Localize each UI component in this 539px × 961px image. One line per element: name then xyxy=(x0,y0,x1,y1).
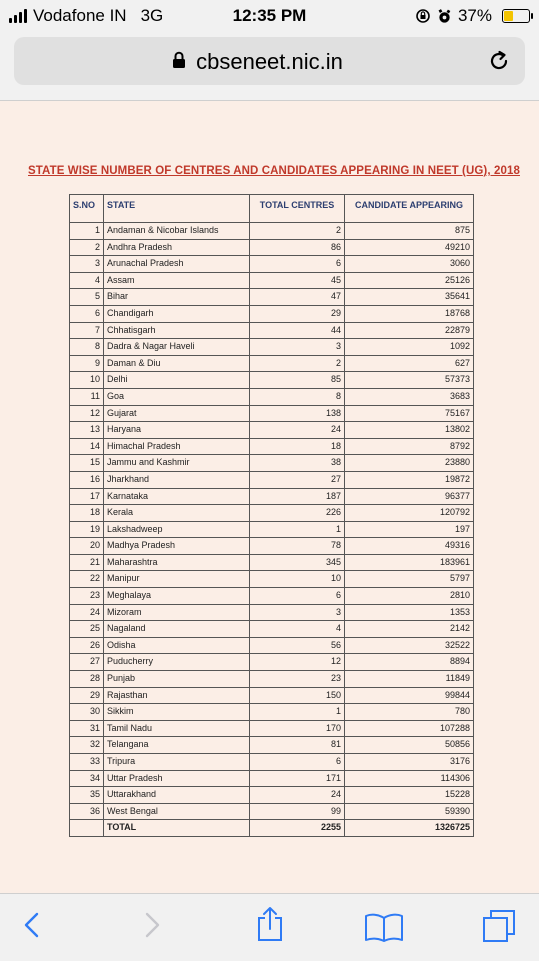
row-state: Assam xyxy=(104,272,250,289)
bookmarks-icon[interactable] xyxy=(364,912,404,942)
row-state: Madhya Pradesh xyxy=(104,538,250,555)
row-state: Chhatisgarh xyxy=(104,322,250,339)
table-row xyxy=(70,289,474,306)
row-state: Chandigarh xyxy=(104,305,250,322)
alarm-icon xyxy=(437,9,452,24)
row-total-centres: 6 xyxy=(250,754,345,771)
table-row xyxy=(70,272,474,289)
row-candidates: 22879 xyxy=(345,322,474,339)
row-sno: 25 xyxy=(70,621,104,638)
share-icon[interactable] xyxy=(256,906,284,942)
row-candidates: 8792 xyxy=(345,438,474,455)
row-sno: 2 xyxy=(70,239,104,256)
row-sno: 30 xyxy=(70,704,104,721)
row-total-centres: 86 xyxy=(250,239,345,256)
table-row xyxy=(70,422,474,439)
row-state: Kerala xyxy=(104,505,250,522)
row-candidates: 780 xyxy=(345,704,474,721)
row-state: Delhi xyxy=(104,372,250,389)
total-sno-cell xyxy=(70,820,104,837)
row-total-centres: 18 xyxy=(250,438,345,455)
document-title: STATE WISE NUMBER OF CENTRES AND CANDIDATES APPEARING IN NEET (UG), 2018 xyxy=(28,165,520,177)
table-row xyxy=(70,455,474,472)
row-sno: 27 xyxy=(70,654,104,671)
row-candidates: 23880 xyxy=(345,455,474,472)
row-candidates: 627 xyxy=(345,355,474,372)
header-state: STATE xyxy=(104,195,250,223)
row-total-centres: 187 xyxy=(250,488,345,505)
back-icon[interactable] xyxy=(22,910,42,940)
row-candidates: 13802 xyxy=(345,422,474,439)
row-state: Haryana xyxy=(104,422,250,439)
address-bar[interactable] xyxy=(14,37,525,85)
row-state: Uttarakhand xyxy=(104,787,250,804)
tabs-icon[interactable] xyxy=(481,908,517,944)
row-total-centres: 23 xyxy=(250,671,345,688)
row-state: Daman & Diu xyxy=(104,355,250,372)
row-state: Himachal Pradesh xyxy=(104,438,250,455)
browser-toolbar xyxy=(0,893,539,961)
table-row xyxy=(70,637,474,654)
row-total-centres: 6 xyxy=(250,588,345,605)
row-sno: 15 xyxy=(70,455,104,472)
row-sno: 20 xyxy=(70,538,104,555)
row-candidates: 875 xyxy=(345,223,474,240)
row-state: Telangana xyxy=(104,737,250,754)
table-row xyxy=(70,787,474,804)
row-candidates: 57373 xyxy=(345,372,474,389)
header-candidate-appearing: CANDIDATE APPEARING xyxy=(345,195,474,223)
row-sno: 16 xyxy=(70,471,104,488)
row-sno: 35 xyxy=(70,787,104,804)
row-state: Uttar Pradesh xyxy=(104,770,250,787)
row-candidates: 75167 xyxy=(345,405,474,422)
row-total-centres: 81 xyxy=(250,737,345,754)
row-sno: 18 xyxy=(70,505,104,522)
row-state: Meghalaya xyxy=(104,588,250,605)
row-sno: 28 xyxy=(70,671,104,688)
row-state: Bihar xyxy=(104,289,250,306)
row-sno: 13 xyxy=(70,422,104,439)
row-sno: 36 xyxy=(70,803,104,820)
row-sno: 10 xyxy=(70,372,104,389)
total-row xyxy=(70,820,474,837)
table-row xyxy=(70,588,474,605)
centres-table xyxy=(69,194,474,837)
row-state: Manipur xyxy=(104,571,250,588)
table-row xyxy=(70,654,474,671)
row-candidates: 15228 xyxy=(345,787,474,804)
row-sno: 29 xyxy=(70,687,104,704)
row-candidates: 11849 xyxy=(345,671,474,688)
url-text: cbseneet.nic.in xyxy=(196,49,343,74)
row-total-centres: 1 xyxy=(250,704,345,721)
row-candidates: 99844 xyxy=(345,687,474,704)
row-sno: 11 xyxy=(70,388,104,405)
table-row xyxy=(70,621,474,638)
table-row xyxy=(70,305,474,322)
row-state: Karnataka xyxy=(104,488,250,505)
row-sno: 3 xyxy=(70,256,104,273)
battery-icon xyxy=(502,9,530,23)
row-state: Nagaland xyxy=(104,621,250,638)
row-sno: 6 xyxy=(70,305,104,322)
row-sno: 23 xyxy=(70,588,104,605)
row-total-centres: 2 xyxy=(250,355,345,372)
header-sno: S.NO xyxy=(70,195,104,223)
table-row xyxy=(70,571,474,588)
row-total-centres: 99 xyxy=(250,803,345,820)
row-candidates: 35641 xyxy=(345,289,474,306)
table-row xyxy=(70,438,474,455)
row-total-centres: 44 xyxy=(250,322,345,339)
row-sno: 34 xyxy=(70,770,104,787)
row-state: West Bengal xyxy=(104,803,250,820)
row-state: Arunachal Pradesh xyxy=(104,256,250,273)
total-label: TOTAL xyxy=(104,820,250,837)
row-total-centres: 85 xyxy=(250,372,345,389)
table-row xyxy=(70,505,474,522)
row-sno: 7 xyxy=(70,322,104,339)
table-row xyxy=(70,388,474,405)
row-sno: 24 xyxy=(70,604,104,621)
row-state: Maharashtra xyxy=(104,554,250,571)
row-candidates: 107288 xyxy=(345,720,474,737)
total-centres: 2255 xyxy=(250,820,345,837)
row-sno: 22 xyxy=(70,571,104,588)
table-row xyxy=(70,405,474,422)
table-row xyxy=(70,322,474,339)
row-total-centres: 2 xyxy=(250,223,345,240)
row-total-centres: 226 xyxy=(250,505,345,522)
table-row xyxy=(70,488,474,505)
row-state: Odisha xyxy=(104,637,250,654)
row-candidates: 49316 xyxy=(345,538,474,555)
table-row xyxy=(70,704,474,721)
row-total-centres: 345 xyxy=(250,554,345,571)
table-row xyxy=(70,770,474,787)
battery-percent: 37% xyxy=(457,6,492,25)
row-candidates: 3176 xyxy=(345,754,474,771)
row-total-centres: 10 xyxy=(250,571,345,588)
row-candidates: 3060 xyxy=(345,256,474,273)
row-total-centres: 24 xyxy=(250,787,345,804)
table-row xyxy=(70,538,474,555)
row-sno: 17 xyxy=(70,488,104,505)
row-candidates: 32522 xyxy=(345,637,474,654)
row-candidates: 1353 xyxy=(345,604,474,621)
row-sno: 33 xyxy=(70,754,104,771)
table-row xyxy=(70,720,474,737)
row-state: Tripura xyxy=(104,754,250,771)
row-candidates: 25126 xyxy=(345,272,474,289)
row-state: Andaman & Nicobar Islands xyxy=(104,223,250,240)
row-sno: 26 xyxy=(70,637,104,654)
browser-header xyxy=(0,30,539,101)
row-total-centres: 27 xyxy=(250,471,345,488)
row-total-centres: 12 xyxy=(250,654,345,671)
row-sno: 8 xyxy=(70,339,104,356)
row-sno: 32 xyxy=(70,737,104,754)
row-total-centres: 29 xyxy=(250,305,345,322)
table-header-row xyxy=(70,195,474,223)
table-row xyxy=(70,737,474,754)
table-row xyxy=(70,339,474,356)
header-total-centres: TOTAL CENTRES xyxy=(250,195,345,223)
row-candidates: 19872 xyxy=(345,471,474,488)
row-candidates: 3683 xyxy=(345,388,474,405)
network-type: 3G xyxy=(140,6,164,25)
page-content xyxy=(0,101,539,893)
clock: 12:35 PM xyxy=(232,6,307,25)
carrier-name: Vodafone IN xyxy=(33,6,127,25)
row-candidates: 183961 xyxy=(345,554,474,571)
table-row xyxy=(70,355,474,372)
table-row xyxy=(70,671,474,688)
table-row xyxy=(70,687,474,704)
status-bar xyxy=(0,0,539,30)
row-candidates: 2142 xyxy=(345,621,474,638)
row-total-centres: 150 xyxy=(250,687,345,704)
forward-icon[interactable] xyxy=(142,910,162,940)
row-total-centres: 24 xyxy=(250,422,345,439)
table-row xyxy=(70,803,474,820)
table-row xyxy=(70,372,474,389)
row-sno: 1 xyxy=(70,223,104,240)
row-state: Gujarat xyxy=(104,405,250,422)
row-sno: 5 xyxy=(70,289,104,306)
row-total-centres: 4 xyxy=(250,621,345,638)
row-sno: 21 xyxy=(70,554,104,571)
row-total-centres: 1 xyxy=(250,521,345,538)
table-row xyxy=(70,604,474,621)
row-candidates: 18768 xyxy=(345,305,474,322)
table-row xyxy=(70,554,474,571)
row-sno: 19 xyxy=(70,521,104,538)
row-state: Sikkim xyxy=(104,704,250,721)
row-state: Mizoram xyxy=(104,604,250,621)
row-state: Punjab xyxy=(104,671,250,688)
table-row xyxy=(70,754,474,771)
row-sno: 31 xyxy=(70,720,104,737)
row-sno: 14 xyxy=(70,438,104,455)
row-candidates: 197 xyxy=(345,521,474,538)
table-row xyxy=(70,256,474,273)
row-state: Jharkhand xyxy=(104,471,250,488)
row-candidates: 8894 xyxy=(345,654,474,671)
row-candidates: 120792 xyxy=(345,505,474,522)
row-sno: 4 xyxy=(70,272,104,289)
row-total-centres: 8 xyxy=(250,388,345,405)
row-total-centres: 47 xyxy=(250,289,345,306)
row-total-centres: 3 xyxy=(250,339,345,356)
row-state: Rajasthan xyxy=(104,687,250,704)
row-candidates: 96377 xyxy=(345,488,474,505)
row-state: Puducherry xyxy=(104,654,250,671)
row-state: Goa xyxy=(104,388,250,405)
row-state: Tamil Nadu xyxy=(104,720,250,737)
row-total-centres: 38 xyxy=(250,455,345,472)
row-total-centres: 6 xyxy=(250,256,345,273)
row-sno: 12 xyxy=(70,405,104,422)
row-total-centres: 170 xyxy=(250,720,345,737)
row-state: Dadra & Nagar Haveli xyxy=(104,339,250,356)
row-total-centres: 171 xyxy=(250,770,345,787)
row-total-centres: 78 xyxy=(250,538,345,555)
table-row xyxy=(70,521,474,538)
row-state: Jammu and Kashmir xyxy=(104,455,250,472)
row-candidates: 2810 xyxy=(345,588,474,605)
reload-icon[interactable] xyxy=(487,49,511,73)
row-total-centres: 45 xyxy=(250,272,345,289)
row-state: Lakshadweep xyxy=(104,521,250,538)
row-sno: 9 xyxy=(70,355,104,372)
row-candidates: 5797 xyxy=(345,571,474,588)
row-candidates: 59390 xyxy=(345,803,474,820)
total-candidates: 1326725 xyxy=(345,820,474,837)
row-state: Andhra Pradesh xyxy=(104,239,250,256)
row-candidates: 50856 xyxy=(345,737,474,754)
table-row xyxy=(70,223,474,240)
row-total-centres: 3 xyxy=(250,604,345,621)
row-candidates: 49210 xyxy=(345,239,474,256)
table-row xyxy=(70,471,474,488)
row-total-centres: 56 xyxy=(250,637,345,654)
orientation-lock-icon xyxy=(415,8,431,24)
table-row xyxy=(70,239,474,256)
row-candidates: 1092 xyxy=(345,339,474,356)
row-candidates: 114306 xyxy=(345,770,474,787)
row-total-centres: 138 xyxy=(250,405,345,422)
